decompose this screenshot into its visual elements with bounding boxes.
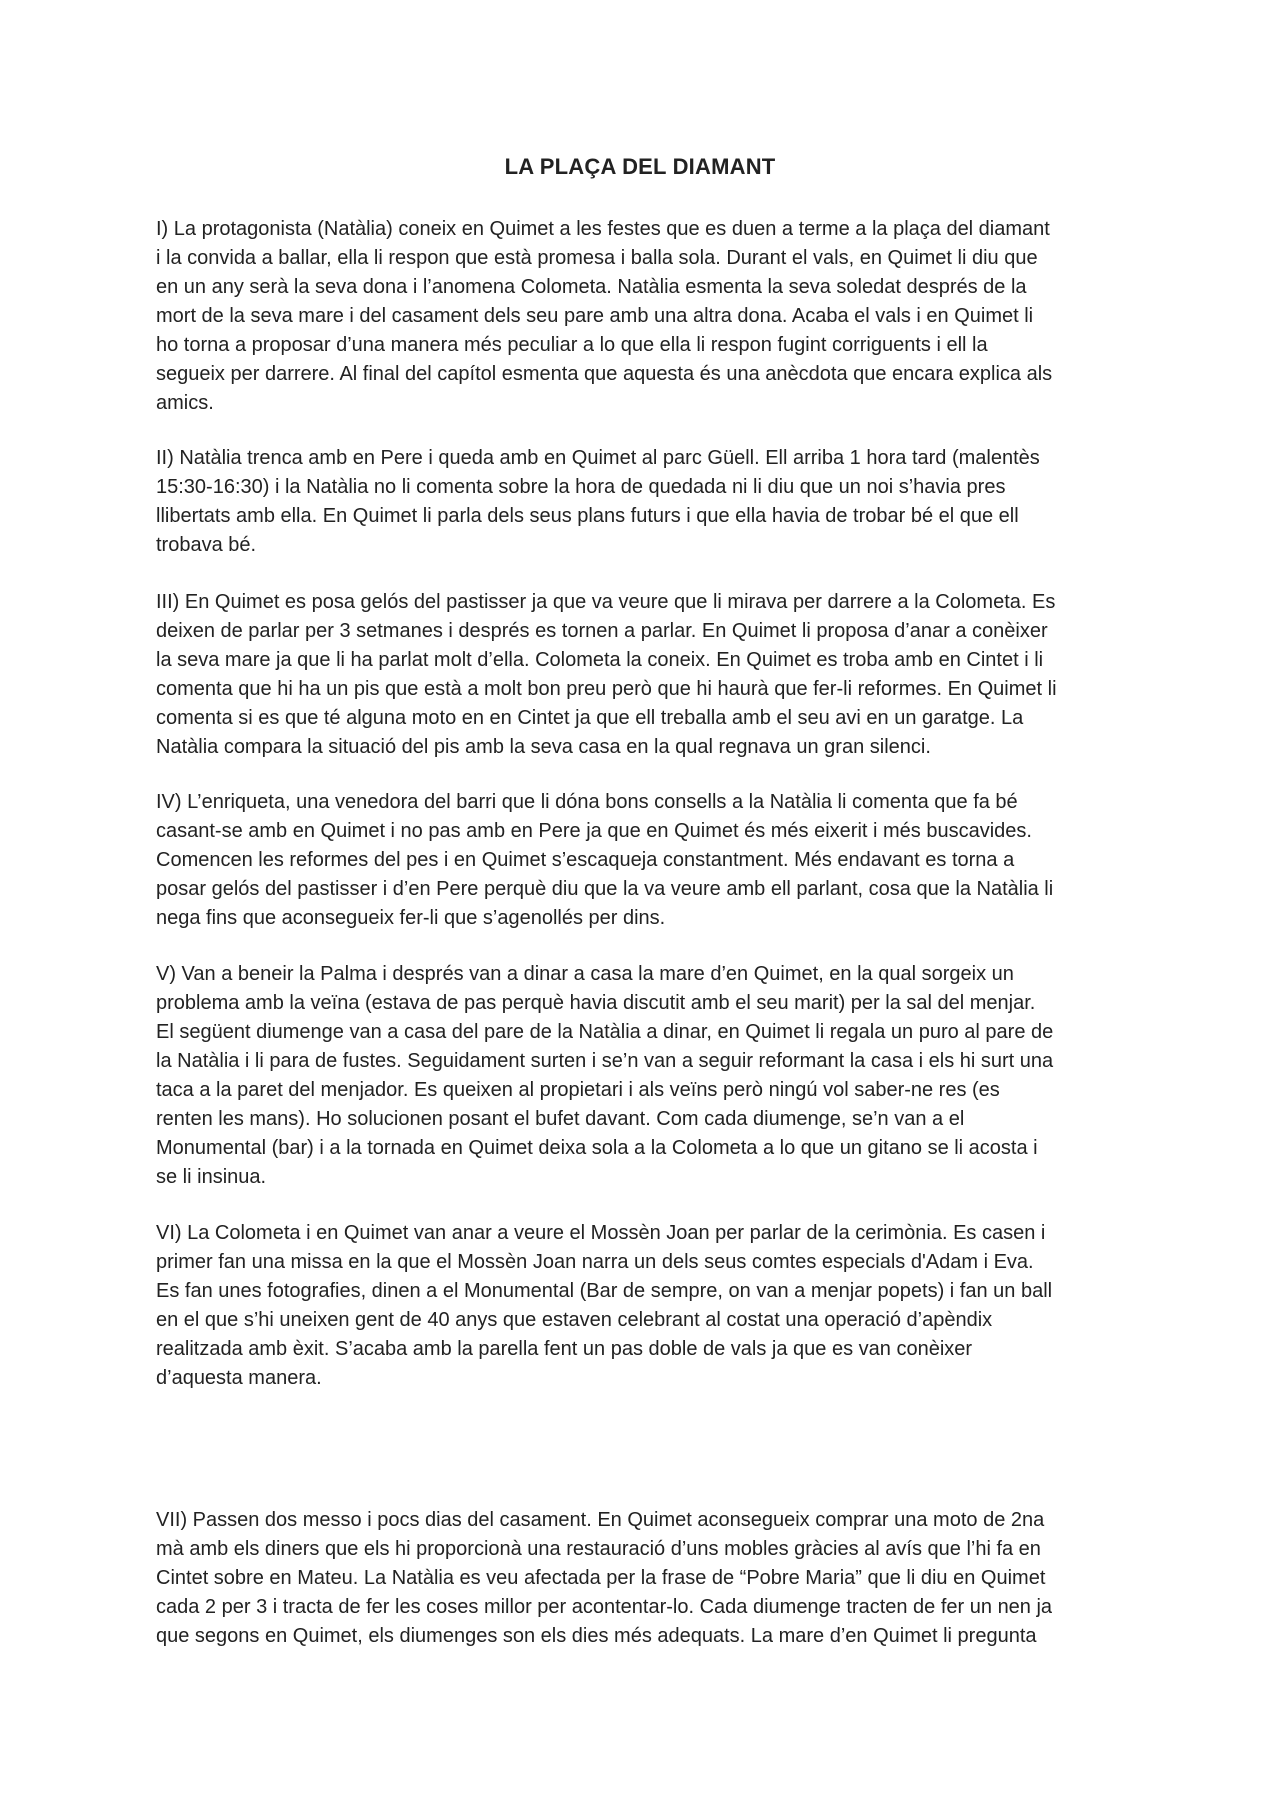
text-line: Monumental (bar) i a la tornada en Quimet deixa sola a la Colometa a lo que un gitano se li acosta i: [156, 1137, 1038, 1159]
paragraph-chapter-6: [156, 1219, 1136, 1393]
text-line: la Natàlia i li para de fustes. Seguidament surten i se’n van a seguir reformant la casa i els hi surt una: [156, 1050, 1054, 1072]
text-line: se li insinua.: [156, 1166, 267, 1188]
text-line: VI) La Colometa i en Quimet van anar a veure el Mossèn Joan per parlar de la cerimònia. Es casen i: [156, 1222, 1046, 1244]
document-title: LA PLAÇA DEL DIAMANT: [504, 154, 776, 179]
text-line: la seva mare ja que li ha parlat molt d’ella. Colometa la coneix. En Quimet es troba amb en Cintet i li: [156, 649, 1044, 671]
text-line: llibertats amb ella. En Quimet li parla dels seus plans futurs i que ella havia de trobar bé el que ell: [156, 505, 1019, 527]
text-line: I) La protagonista (Natàlia) coneix en Quimet a les festes que es duen a terme a la plaça del diamant: [156, 218, 1050, 240]
text-line: en un any serà la seva dona i l’anomena Colometa. Natàlia esmenta la seva soledat després de la: [156, 276, 1027, 298]
text-line: casant-se amb en Quimet i no pas amb en Pere ja que en Quimet és més eixerit i més buscavides.: [156, 820, 1032, 842]
text-line: realitzada amb èxit. S’acaba amb la parella fent un pas doble de vals ja que es van conèixer: [156, 1338, 973, 1360]
text-line: Comencen les reformes del pes i en Quimet s’escaqueja constantment. Més endavant es torna a: [156, 849, 1015, 871]
paragraph-chapter-1: [156, 215, 1136, 418]
paragraph-chapter-5: [156, 960, 1136, 1192]
text-line: i la convida a ballar, ella li respon que està promesa i balla sola. Durant el vals, en Quimet li diu que: [156, 247, 1038, 269]
paragraph-chapter-3: [156, 588, 1136, 762]
text-line: que segons en Quimet, els diumenges son els dies més adequats. La mare d’en Quimet li pregunta: [156, 1625, 1037, 1647]
text-line: primer fan una missa en la que el Mossèn Joan narra un dels seus comtes especials d'Adam i Eva.: [156, 1251, 1034, 1273]
text-line: cada 2 per 3 i tracta de fer les coses millor per acontentar-lo. Cada diumenge tracten de fer un nen ja: [156, 1596, 1053, 1618]
text-line: taca a la paret del menjador. Es queixen al propietari i als veïns però ningú vol saber-ne res (es: [156, 1079, 1000, 1101]
text-line: Es fan unes fotografies, dinen a el Monumental (Bar de sempre, on van a menjar popets) i fan un ball: [156, 1280, 1053, 1302]
text-line: deixen de parlar per 3 setmanes i després es tornen a parlar. En Quimet li proposa d’anar a conèixer: [156, 620, 1048, 642]
text-line: Natàlia compara la situació del pis amb la seva casa en la qual regnava un gran silenci.: [156, 736, 931, 758]
text-line: III) En Quimet es posa gelós del pastisser ja que va veure que li mirava per darrere a la Colometa. Es: [156, 591, 1056, 613]
paragraph-chapter-2: [156, 444, 1136, 560]
text-line: posar gelós del pastisser i d’en Pere perquè diu que la va veure amb ell parlant, cosa que la Natàlia li: [156, 878, 1054, 900]
text-line: IV) L’enriqueta, una venedora del barri que li dóna bons consells a la Natàlia li comenta que fa bé: [156, 791, 1018, 813]
text-line: trobava bé.: [156, 534, 257, 556]
text-line: mà amb els diners que els hi proporcionà una restauració d’uns mobles gràcies al avís que l’hi fa en: [156, 1538, 1041, 1560]
text-line: comenta que hi ha un pis que està a molt bon preu però que hi haurà que fer-li reformes. En Quimet li: [156, 678, 1057, 700]
text-line: II) Natàlia trenca amb en Pere i queda amb en Quimet al parc Güell. Ell arriba 1 hora tard (malentès: [156, 447, 1040, 469]
text-line: nega fins que aconsegueix fer-li que s’agenollés per dins.: [156, 907, 666, 929]
text-line: Cintet sobre en Mateu. La Natàlia es veu afectada per la frase de “Pobre Maria” que li diu en Quimet: [156, 1567, 1046, 1589]
text-line: ho torna a proposar d’una manera més peculiar a lo que ella li respon fugint corriguents i ell la: [156, 334, 988, 356]
text-line: comenta si es que té alguna moto en en Cintet ja que ell treballa amb el seu avi en un garatge. La: [156, 707, 1024, 729]
text-line: d’aquesta manera.: [156, 1367, 322, 1389]
text-line: mort de la seva mare i del casament dels seu pare amb una altra dona. Acaba el vals i en Quimet li: [156, 305, 1034, 327]
text-line: en el que s’hi uneixen gent de 40 anys que estaven celebrant al costat una operació d’apèndix: [156, 1309, 993, 1331]
paragraph-chapter-7: [156, 1506, 1136, 1651]
paragraph-chapter-4: [156, 788, 1136, 933]
text-line: V) Van a beneir la Palma i després van a dinar a casa la mare d’en Quimet, en la qual sorgeix un: [156, 963, 1014, 985]
text-line: 15:30-16:30) i la Natàlia no li comenta sobre la hora de quedada ni li diu que un noi s’havia pres: [156, 476, 1006, 498]
text-line: problema amb la veïna (estava de pas perquè havia discutit amb el seu marit) per la sal del menjar.: [156, 992, 1036, 1014]
text-line: VII) Passen dos messo i pocs dias del casament. En Quimet aconsegueix comprar una moto de 2na: [156, 1509, 1045, 1531]
text-line: amics.: [156, 392, 214, 414]
text-line: renten les mans). Ho solucionen posant el bufet davant. Com cada diumenge, se’n van a el: [156, 1108, 965, 1130]
text-line: segueix per darrere. Al final del capítol esmenta que aquesta és una anècdota que encara explica als: [156, 363, 1053, 385]
text-line: El següent diumenge van a casa del pare de la Natàlia a dinar, en Quimet li regala un puro al pare de: [156, 1021, 1054, 1043]
